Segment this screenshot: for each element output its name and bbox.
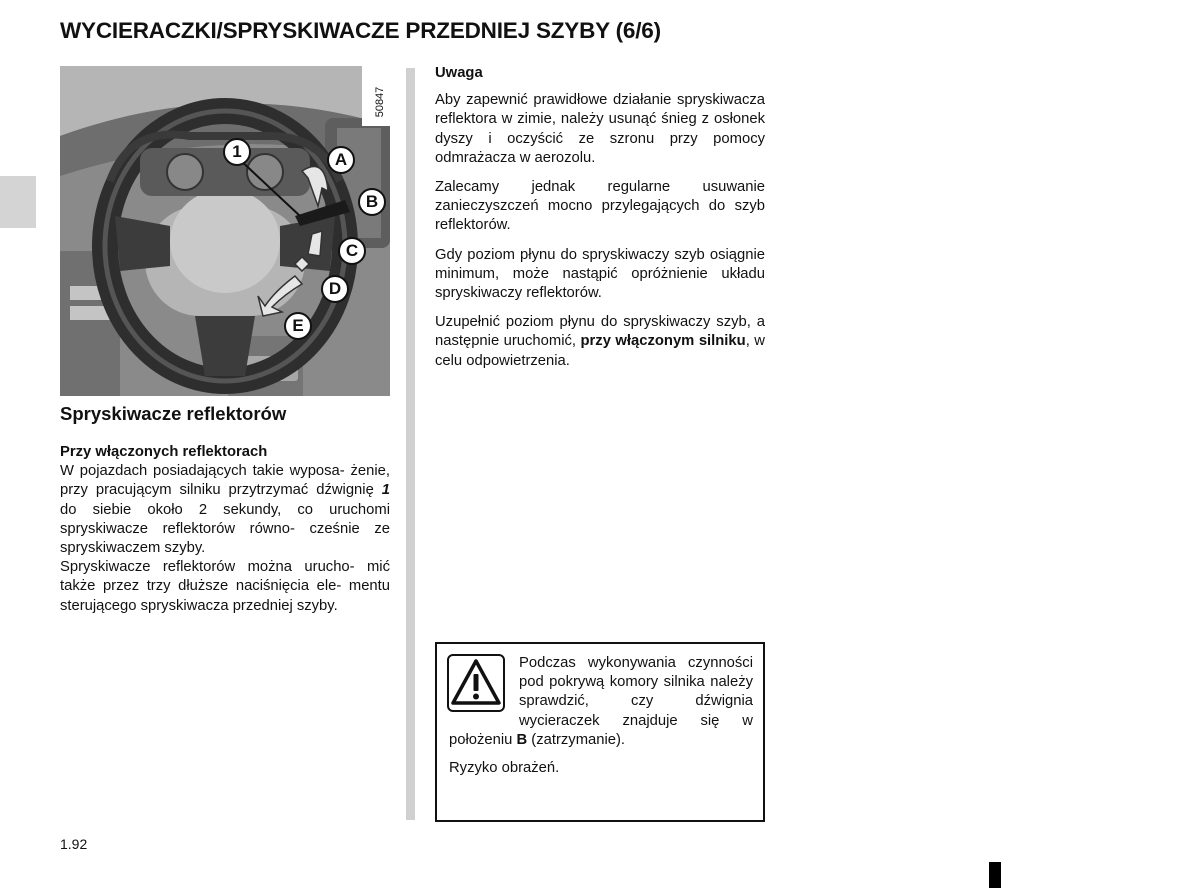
- callout-b: [358, 188, 386, 216]
- callout-a: [327, 146, 355, 174]
- right-paragraph-4: [435, 313, 765, 371]
- left-paragraph-2: Spryskiwacze reflektorów można urucho- mić także przez trzy dłuższe naciśnięcia ele- mentu sterującego spryskiwacza przedniej szyby.: [60, 559, 390, 614]
- note-title: Uwaga: [435, 65, 483, 81]
- callout-e: [284, 312, 312, 340]
- right-p4-part1: Uzupełnić poziom płynu do spryskiwaczy szyb, a następnie uruchomić,: [435, 314, 765, 350]
- steering-wheel-figure: [60, 66, 390, 396]
- callout-d-label: D: [328, 279, 342, 298]
- right-paragraph-1: Aby zapewnić prawidłowe działanie spryskiwacza reflektora w zimie, należy usunąć śnieg z osłonek dyszy i oczyścić ze szronu przy pomocy odmrażacza w aerozolu.: [435, 92, 765, 166]
- chapter-tab: [0, 176, 36, 228]
- callout-a-label: A: [334, 150, 348, 169]
- page-number: 1.92: [60, 836, 88, 852]
- figure-code: 50847: [374, 86, 386, 118]
- section-heading: Spryskiwacze reflektorów: [60, 403, 287, 424]
- steering-wheel-illustration: [60, 66, 390, 396]
- left-column-text: [60, 443, 390, 616]
- callout-1-label: 1: [232, 142, 242, 161]
- warning-risk: Ryzyko obrażeń.: [449, 760, 560, 777]
- left-p1-part2: do siebie około 2 sekundy, co uruchomi spryskiwacze reflektorów równo- cześnie ze spryskiwaczem szyby.: [60, 501, 390, 557]
- callout-e-label: E: [292, 316, 304, 335]
- right-paragraph-2: Zalecamy jednak regularne usuwanie zanieczyszczeń mocno przylegających do szyb reflektorów.: [435, 179, 765, 234]
- warning-box: [435, 642, 765, 822]
- callout-c-label: C: [345, 241, 359, 260]
- callout-c: [338, 237, 366, 265]
- right-p4-part2: , w celu odpowietrzenia.: [435, 333, 765, 369]
- lever-reference: 1: [381, 482, 390, 499]
- right-column-text: [435, 64, 765, 381]
- callout-d: [321, 275, 349, 303]
- page-title: WYCIERACZKI/SPRYSKIWACZE PRZEDNIEJ SZYBY (6/6): [60, 18, 661, 43]
- warning-text: [449, 654, 753, 778]
- column-divider: [406, 68, 415, 820]
- right-p4-bold: przy włączonym silniku: [580, 333, 746, 350]
- subheading: Przy włączonych reflektorach: [60, 444, 268, 460]
- left-paragraph-1: [60, 462, 390, 558]
- callout-1: [223, 138, 251, 166]
- corner-mark: [989, 862, 1001, 888]
- left-p1-part1: W pojazdach posiadających takie wyposa- żenie, przy pracującym silniku przytrzymać dźwignię: [60, 463, 390, 499]
- right-paragraph-3: Gdy poziom płynu do spryskiwaczy szyb osiągnie minimum, może nastąpić opróżnienie układu spryskiwaczy reflektorów.: [435, 246, 765, 302]
- callout-b-label: B: [365, 192, 379, 211]
- warning-part1: Podczas wykonywania czynności pod pokrywą komory silnika należy sprawdzić, czy dźwignia wycieraczek znajduje się w położeniu: [449, 655, 753, 748]
- warning-bold: B: [516, 731, 528, 748]
- warning-part2: (zatrzymanie).: [531, 731, 626, 748]
